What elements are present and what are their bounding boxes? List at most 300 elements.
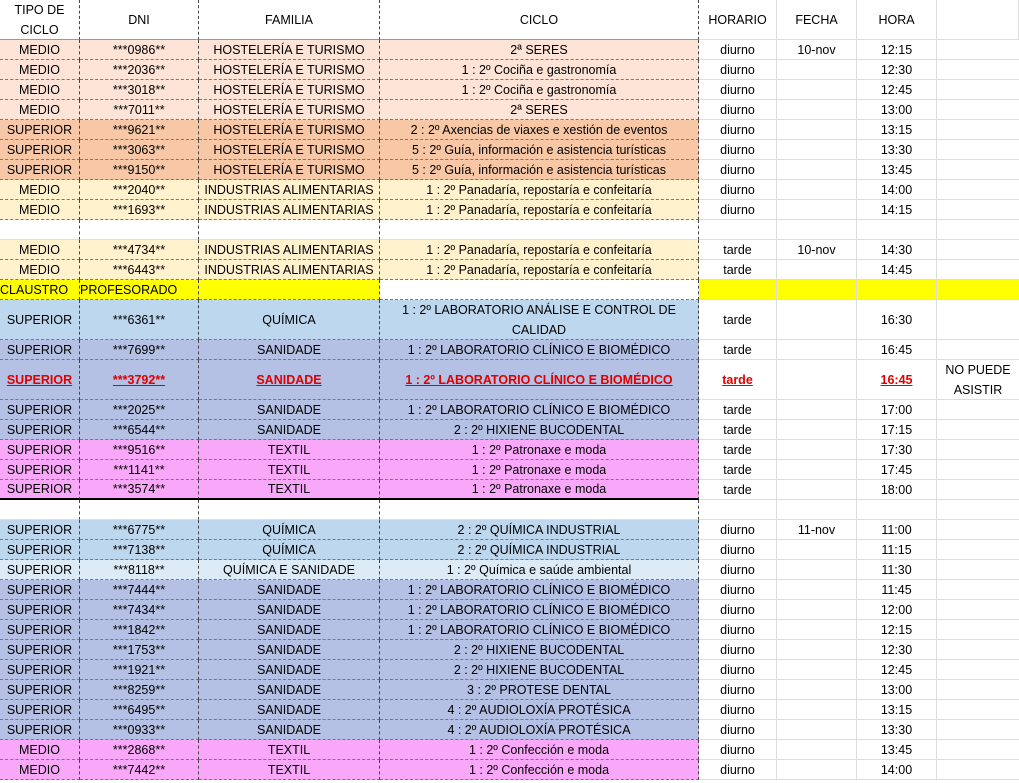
- cell-dni[interactable]: ***7434**: [80, 600, 199, 620]
- cell-tipo[interactable]: MEDIO: [0, 40, 80, 60]
- cell-familia[interactable]: TEXTIL: [199, 460, 380, 480]
- cell-ciclo[interactable]: 2 : 2º HIXIENE BUCODENTAL: [380, 660, 699, 680]
- cell-horario[interactable]: tarde: [699, 400, 777, 420]
- cell-ciclo[interactable]: 1 : 2º LABORATORIO CLÍNICO E BIOMÉDICO: [380, 400, 699, 420]
- cell-ciclo[interactable]: [380, 220, 699, 240]
- cell-ciclo[interactable]: 1 : 2º Panadaría, repostaría e confeitaría: [380, 260, 699, 280]
- cell-ciclo[interactable]: [380, 500, 699, 520]
- cell-dni[interactable]: ***2040**: [80, 180, 199, 200]
- cell-hora[interactable]: 12:45: [857, 80, 937, 100]
- cell-familia[interactable]: HOSTELERÍA E TURISMO: [199, 120, 380, 140]
- cell-tipo[interactable]: MEDIO: [0, 740, 80, 760]
- cell-horario[interactable]: tarde: [699, 420, 777, 440]
- cell-familia[interactable]: [199, 280, 380, 300]
- cell-fecha[interactable]: [777, 620, 857, 640]
- cell-hora[interactable]: 14:30: [857, 240, 937, 260]
- cell-hora[interactable]: 17:00: [857, 400, 937, 420]
- cell-horario[interactable]: diurno: [699, 760, 777, 780]
- cell-ciclo[interactable]: 1 : 2º Panadaría, repostaría e confeitaría: [380, 200, 699, 220]
- cell-dni[interactable]: ***7444**: [80, 580, 199, 600]
- cell-familia[interactable]: HOSTELERÍA E TURISMO: [199, 60, 380, 80]
- cell-horario[interactable]: tarde: [699, 260, 777, 280]
- cell-dni[interactable]: ***2036**: [80, 60, 199, 80]
- cell-note[interactable]: [937, 120, 1019, 140]
- cell-ciclo[interactable]: 1 : 2º LABORATORIO CLÍNICO E BIOMÉDICO: [380, 360, 699, 400]
- cell-ciclo[interactable]: 1 : 2º Confección e moda: [380, 740, 699, 760]
- cell-tipo[interactable]: SUPERIOR: [0, 720, 80, 740]
- cell-dni[interactable]: ***3063**: [80, 140, 199, 160]
- cell-horario[interactable]: diurno: [699, 700, 777, 720]
- table-row: [0, 440, 1019, 460]
- cell-note[interactable]: [937, 740, 1019, 760]
- cell-hora[interactable]: 14:00: [857, 180, 937, 200]
- cell-horario[interactable]: tarde: [699, 480, 777, 500]
- cell-note[interactable]: [937, 280, 1019, 300]
- cell-hora[interactable]: [857, 500, 937, 520]
- cell-fecha[interactable]: [777, 720, 857, 740]
- cell-note[interactable]: [937, 660, 1019, 680]
- cell-familia[interactable]: HOSTELERÍA E TURISMO: [199, 100, 380, 120]
- cell-hora[interactable]: 18:00: [857, 480, 937, 500]
- cell-familia[interactable]: QUÍMICA: [199, 300, 380, 340]
- cell-note[interactable]: [937, 340, 1019, 360]
- header-horario[interactable]: HORARIO: [699, 0, 777, 40]
- cell-horario[interactable]: diurno: [699, 160, 777, 180]
- cell-familia[interactable]: HOSTELERÍA E TURISMO: [199, 160, 380, 180]
- cell-tipo[interactable]: MEDIO: [0, 760, 80, 780]
- cell-ciclo[interactable]: 1 : 2º LABORATORIO ANÁLISE E CONTROL DE CALIDAD: [380, 300, 699, 340]
- cell-fecha[interactable]: [777, 280, 857, 300]
- cell-hora[interactable]: 12:30: [857, 640, 937, 660]
- cell-dni[interactable]: ***1693**: [80, 200, 199, 220]
- cell-horario[interactable]: diurno: [699, 740, 777, 760]
- cell-dni[interactable]: [80, 500, 199, 520]
- cell-tipo[interactable]: SUPERIOR: [0, 620, 80, 640]
- cell-tipo[interactable]: SUPERIOR: [0, 360, 80, 400]
- cell-hora[interactable]: 12:15: [857, 620, 937, 640]
- cell-tipo[interactable]: MEDIO: [0, 100, 80, 120]
- cell-dni[interactable]: ***8259**: [80, 680, 199, 700]
- cell-hora[interactable]: 11:30: [857, 560, 937, 580]
- cell-tipo[interactable]: SUPERIOR: [0, 660, 80, 680]
- cell-hora[interactable]: 17:15: [857, 420, 937, 440]
- cell-fecha[interactable]: 10-nov: [777, 240, 857, 260]
- cell-dni[interactable]: ***9516**: [80, 440, 199, 460]
- cell-dni[interactable]: ***8118**: [80, 560, 199, 580]
- cell-tipo[interactable]: MEDIO: [0, 80, 80, 100]
- cell-fecha[interactable]: [777, 100, 857, 120]
- cell-ciclo[interactable]: 1 : 2º LABORATORIO CLÍNICO E BIOMÉDICO: [380, 340, 699, 360]
- cell-note[interactable]: [937, 200, 1019, 220]
- cell-familia[interactable]: HOSTELERÍA E TURISMO: [199, 80, 380, 100]
- cell-tipo[interactable]: SUPERIOR: [0, 300, 80, 340]
- cell-dni[interactable]: ***1842**: [80, 620, 199, 640]
- cell-horario[interactable]: diurno: [699, 60, 777, 80]
- cell-dni[interactable]: ***2025**: [80, 400, 199, 420]
- cell-hora[interactable]: 13:45: [857, 740, 937, 760]
- cell-horario[interactable]: tarde: [699, 460, 777, 480]
- table-row: [0, 540, 1019, 560]
- cell-hora[interactable]: 12:30: [857, 60, 937, 80]
- cell-familia[interactable]: QUÍMICA E SANIDADE: [199, 560, 380, 580]
- table-row: [0, 340, 1019, 360]
- cell-fecha[interactable]: [777, 140, 857, 160]
- table-row: [0, 40, 1019, 60]
- cell-familia[interactable]: HOSTELERÍA E TURISMO: [199, 40, 380, 60]
- cell-horario[interactable]: diurno: [699, 680, 777, 700]
- cell-note[interactable]: [937, 60, 1019, 80]
- cell-ciclo[interactable]: 2ª SERES: [380, 40, 699, 60]
- cell-horario[interactable]: diurno: [699, 600, 777, 620]
- cell-dni[interactable]: ***6443**: [80, 260, 199, 280]
- cell-ciclo[interactable]: 5 : 2º Guía, información e asistencia turísticas: [380, 160, 699, 180]
- table-row: [0, 180, 1019, 200]
- cell-dni[interactable]: ***7138**: [80, 540, 199, 560]
- cell-horario[interactable]: tarde: [699, 340, 777, 360]
- cell-hora[interactable]: 16:45: [857, 340, 937, 360]
- cell-note[interactable]: [937, 460, 1019, 480]
- cell-note[interactable]: [937, 520, 1019, 540]
- cell-note[interactable]: [937, 420, 1019, 440]
- cell-horario[interactable]: diurno: [699, 620, 777, 640]
- cell-hora[interactable]: 11:00: [857, 520, 937, 540]
- cell-fecha[interactable]: [777, 120, 857, 140]
- cell-tipo[interactable]: SUPERIOR: [0, 600, 80, 620]
- cell-tipo[interactable]: SUPERIOR: [0, 520, 80, 540]
- cell-hora[interactable]: 12:00: [857, 600, 937, 620]
- cell-note[interactable]: [937, 560, 1019, 580]
- cell-fecha[interactable]: [777, 540, 857, 560]
- cell-note[interactable]: [937, 620, 1019, 640]
- cell-fecha[interactable]: [777, 560, 857, 580]
- cell-fecha[interactable]: [777, 260, 857, 280]
- table-row: [0, 740, 1019, 760]
- cell-dni[interactable]: ***7699**: [80, 340, 199, 360]
- cell-familia[interactable]: INDUSTRIAS ALIMENTARIAS: [199, 180, 380, 200]
- cell-hora[interactable]: 13:00: [857, 100, 937, 120]
- cell-ciclo[interactable]: 1 : 2º LABORATORIO CLÍNICO E BIOMÉDICO: [380, 580, 699, 600]
- cell-tipo[interactable]: MEDIO: [0, 200, 80, 220]
- cell-ciclo[interactable]: 1 : 2º LABORATORIO CLÍNICO E BIOMÉDICO: [380, 620, 699, 640]
- cell-horario[interactable]: [699, 280, 777, 300]
- cell-note[interactable]: [937, 500, 1019, 520]
- cell-tipo[interactable]: SUPERIOR: [0, 140, 80, 160]
- cell-familia[interactable]: TEXTIL: [199, 480, 380, 500]
- cell-ciclo[interactable]: 2 : 2º QUÍMICA INDUSTRIAL: [380, 540, 699, 560]
- cell-horario[interactable]: diurno: [699, 660, 777, 680]
- table-row: [0, 280, 1019, 300]
- cell-ciclo[interactable]: 1 : 2º Cociña e gastronomía: [380, 80, 699, 100]
- cell-note[interactable]: [937, 220, 1019, 240]
- cell-fecha[interactable]: [777, 460, 857, 480]
- cell-fecha[interactable]: [777, 220, 857, 240]
- cell-familia[interactable]: HOSTELERÍA E TURISMO: [199, 140, 380, 160]
- cell-hora[interactable]: [857, 280, 937, 300]
- cell-dni[interactable]: ***1141**: [80, 460, 199, 480]
- cell-fecha[interactable]: [777, 500, 857, 520]
- cell-tipo[interactable]: CLAUSTRO: [0, 280, 80, 300]
- cell-dni[interactable]: ***1753**: [80, 640, 199, 660]
- cell-note[interactable]: [937, 160, 1019, 180]
- cell-ciclo[interactable]: [380, 280, 699, 300]
- cell-dni[interactable]: ***6775**: [80, 520, 199, 540]
- cell-horario[interactable]: diurno: [699, 640, 777, 660]
- cell-horario[interactable]: diurno: [699, 540, 777, 560]
- table-row: [0, 160, 1019, 180]
- cell-fecha[interactable]: [777, 360, 857, 400]
- cell-tipo[interactable]: SUPERIOR: [0, 460, 80, 480]
- cell-ciclo[interactable]: 2 : 2º Axencias de viaxes e xestión de eventos: [380, 120, 699, 140]
- cell-hora[interactable]: 12:15: [857, 40, 937, 60]
- header-tipo[interactable]: TIPO DE CICLO: [0, 0, 80, 40]
- cell-horario[interactable]: diurno: [699, 560, 777, 580]
- cell-ciclo[interactable]: 5 : 2º Guía, información e asistencia turísticas: [380, 140, 699, 160]
- cell-hora[interactable]: 13:30: [857, 140, 937, 160]
- cell-horario[interactable]: tarde: [699, 440, 777, 460]
- cell-note[interactable]: [937, 600, 1019, 620]
- cell-hora[interactable]: 13:00: [857, 680, 937, 700]
- cell-familia[interactable]: INDUSTRIAS ALIMENTARIAS: [199, 200, 380, 220]
- cell-dni[interactable]: ***6361**: [80, 300, 199, 340]
- cell-fecha[interactable]: [777, 700, 857, 720]
- cell-fecha[interactable]: [777, 680, 857, 700]
- cell-horario[interactable]: [699, 500, 777, 520]
- cell-hora[interactable]: 11:15: [857, 540, 937, 560]
- cell-ciclo[interactable]: 1 : 2º Panadaría, repostaría e confeitaría: [380, 180, 699, 200]
- cell-tipo[interactable]: SUPERIOR: [0, 480, 80, 500]
- cell-familia[interactable]: TEXTIL: [199, 760, 380, 780]
- cell-fecha[interactable]: [777, 480, 857, 500]
- cell-hora[interactable]: [857, 220, 937, 240]
- cell-fecha[interactable]: [777, 200, 857, 220]
- cell-familia[interactable]: SANIDADE: [199, 360, 380, 400]
- cell-familia[interactable]: QUÍMICA: [199, 540, 380, 560]
- cell-fecha[interactable]: [777, 400, 857, 420]
- cell-note[interactable]: [937, 700, 1019, 720]
- cell-familia[interactable]: SANIDADE: [199, 700, 380, 720]
- cell-note[interactable]: [937, 540, 1019, 560]
- cell-note[interactable]: [937, 100, 1019, 120]
- cell-note[interactable]: [937, 260, 1019, 280]
- cell-fecha[interactable]: [777, 60, 857, 80]
- cell-horario[interactable]: diurno: [699, 120, 777, 140]
- cell-fecha[interactable]: 10-nov: [777, 40, 857, 60]
- cell-ciclo[interactable]: 2 : 2º HIXIENE BUCODENTAL: [380, 420, 699, 440]
- table-row: [0, 580, 1019, 600]
- cell-tipo[interactable]: SUPERIOR: [0, 420, 80, 440]
- cell-dni[interactable]: PROFESORADO: [80, 280, 199, 300]
- cell-hora[interactable]: 13:15: [857, 700, 937, 720]
- cell-fecha[interactable]: [777, 300, 857, 340]
- header-familia[interactable]: FAMILIA: [199, 0, 380, 40]
- cell-tipo[interactable]: SUPERIOR: [0, 680, 80, 700]
- cell-familia[interactable]: TEXTIL: [199, 440, 380, 460]
- cell-fecha[interactable]: [777, 440, 857, 460]
- cell-hora[interactable]: 17:30: [857, 440, 937, 460]
- cell-familia[interactable]: SANIDADE: [199, 720, 380, 740]
- cell-horario[interactable]: diurno: [699, 100, 777, 120]
- cell-ciclo[interactable]: 2ª SERES: [380, 100, 699, 120]
- cell-familia[interactable]: SANIDADE: [199, 580, 380, 600]
- cell-tipo[interactable]: MEDIO: [0, 240, 80, 260]
- cell-ciclo[interactable]: 1 : 2º Patronaxe e moda: [380, 440, 699, 460]
- cell-dni[interactable]: ***4734**: [80, 240, 199, 260]
- cell-note[interactable]: [937, 720, 1019, 740]
- cell-hora[interactable]: 14:00: [857, 760, 937, 780]
- cell-ciclo[interactable]: 1 : 2º Patronaxe e moda: [380, 460, 699, 480]
- header-fecha[interactable]: FECHA: [777, 0, 857, 40]
- cell-ciclo[interactable]: 2 : 2º HIXIENE BUCODENTAL: [380, 640, 699, 660]
- cell-horario[interactable]: tarde: [699, 300, 777, 340]
- cell-ciclo[interactable]: 2 : 2º QUÍMICA INDUSTRIAL: [380, 520, 699, 540]
- cell-dni[interactable]: ***6495**: [80, 700, 199, 720]
- cell-tipo[interactable]: SUPERIOR: [0, 160, 80, 180]
- cell-ciclo[interactable]: 3 : 2º PROTESE DENTAL: [380, 680, 699, 700]
- cell-ciclo[interactable]: 1 : 2º Panadaría, repostaría e confeitaría: [380, 240, 699, 260]
- cell-dni[interactable]: ***0933**: [80, 720, 199, 740]
- cell-note[interactable]: [937, 240, 1019, 260]
- cell-horario[interactable]: tarde: [699, 360, 777, 400]
- cell-dni[interactable]: ***3792**: [80, 360, 199, 400]
- cell-ciclo[interactable]: 1 : 2º Patronaxe e moda: [380, 480, 699, 500]
- header-ciclo[interactable]: CICLO: [380, 0, 699, 40]
- cell-familia[interactable]: SANIDADE: [199, 680, 380, 700]
- cell-tipo[interactable]: SUPERIOR: [0, 340, 80, 360]
- cell-note[interactable]: [937, 680, 1019, 700]
- cell-tipo[interactable]: [0, 500, 80, 520]
- cell-hora[interactable]: 12:45: [857, 660, 937, 680]
- cell-note[interactable]: [937, 140, 1019, 160]
- cell-familia[interactable]: INDUSTRIAS ALIMENTARIAS: [199, 260, 380, 280]
- table-row: [0, 660, 1019, 680]
- header-dni[interactable]: DNI: [80, 0, 199, 40]
- cell-familia[interactable]: [199, 500, 380, 520]
- cell-horario[interactable]: tarde: [699, 240, 777, 260]
- cell-hora[interactable]: 17:45: [857, 460, 937, 480]
- cell-horario[interactable]: diurno: [699, 140, 777, 160]
- cell-note[interactable]: [937, 300, 1019, 340]
- cell-tipo[interactable]: SUPERIOR: [0, 120, 80, 140]
- cell-tipo[interactable]: SUPERIOR: [0, 640, 80, 660]
- cell-hora[interactable]: 13:15: [857, 120, 937, 140]
- cell-hora[interactable]: 11:45: [857, 580, 937, 600]
- cell-fecha[interactable]: [777, 600, 857, 620]
- cell-tipo[interactable]: SUPERIOR: [0, 580, 80, 600]
- cell-hora[interactable]: 16:45: [857, 360, 937, 400]
- cell-note[interactable]: [937, 40, 1019, 60]
- cell-dni[interactable]: ***7011**: [80, 100, 199, 120]
- cell-dni[interactable]: [80, 220, 199, 240]
- cell-note[interactable]: [937, 760, 1019, 780]
- cell-tipo[interactable]: [0, 220, 80, 240]
- cell-familia[interactable]: SANIDADE: [199, 400, 380, 420]
- cell-note[interactable]: [937, 180, 1019, 200]
- cell-hora[interactable]: 13:30: [857, 720, 937, 740]
- cell-horario[interactable]: diurno: [699, 720, 777, 740]
- cell-dni[interactable]: ***9150**: [80, 160, 199, 180]
- cell-ciclo[interactable]: 1 : 2º Cociña e gastronomía: [380, 60, 699, 80]
- cell-tipo[interactable]: SUPERIOR: [0, 400, 80, 420]
- cell-tipo[interactable]: SUPERIOR: [0, 440, 80, 460]
- header-extra[interactable]: [937, 0, 1019, 40]
- cell-ciclo[interactable]: 4 : 2º AUDIOLOXÍA PROTÉSICA: [380, 720, 699, 740]
- cell-fecha[interactable]: [777, 740, 857, 760]
- cell-horario[interactable]: diurno: [699, 580, 777, 600]
- table-row: [0, 100, 1019, 120]
- cell-fecha[interactable]: [777, 80, 857, 100]
- cell-fecha[interactable]: [777, 160, 857, 180]
- cell-fecha[interactable]: [777, 580, 857, 600]
- cell-dni[interactable]: ***3574**: [80, 480, 199, 500]
- cell-hora[interactable]: 14:15: [857, 200, 937, 220]
- cell-horario[interactable]: diurno: [699, 180, 777, 200]
- cell-horario[interactable]: diurno: [699, 520, 777, 540]
- cell-horario[interactable]: diurno: [699, 80, 777, 100]
- cell-note[interactable]: [937, 80, 1019, 100]
- cell-familia[interactable]: TEXTIL: [199, 740, 380, 760]
- cell-dni[interactable]: ***0986**: [80, 40, 199, 60]
- cell-tipo[interactable]: SUPERIOR: [0, 560, 80, 580]
- cell-tipo[interactable]: MEDIO: [0, 260, 80, 280]
- cell-note[interactable]: [937, 480, 1019, 500]
- cell-dni[interactable]: ***2868**: [80, 740, 199, 760]
- cell-ciclo[interactable]: 4 : 2º AUDIOLOXÍA PROTÉSICA: [380, 700, 699, 720]
- cell-dni[interactable]: ***6544**: [80, 420, 199, 440]
- cell-familia[interactable]: SANIDADE: [199, 340, 380, 360]
- cell-horario[interactable]: diurno: [699, 200, 777, 220]
- cell-familia[interactable]: SANIDADE: [199, 660, 380, 680]
- cell-familia[interactable]: INDUSTRIAS ALIMENTARIAS: [199, 240, 380, 260]
- cell-ciclo[interactable]: 1 : 2º LABORATORIO CLÍNICO E BIOMÉDICO: [380, 600, 699, 620]
- cell-fecha[interactable]: 11-nov: [777, 520, 857, 540]
- cell-fecha[interactable]: [777, 760, 857, 780]
- cell-ciclo[interactable]: 1 : 2º Química e saúde ambiental: [380, 560, 699, 580]
- cell-familia[interactable]: QUÍMICA: [199, 520, 380, 540]
- cell-familia[interactable]: SANIDADE: [199, 640, 380, 660]
- cell-fecha[interactable]: [777, 180, 857, 200]
- cell-hora[interactable]: 13:45: [857, 160, 937, 180]
- table-row: [0, 420, 1019, 440]
- cell-dni[interactable]: ***7442**: [80, 760, 199, 780]
- cell-hora[interactable]: 16:30: [857, 300, 937, 340]
- cell-dni[interactable]: ***1921**: [80, 660, 199, 680]
- cell-fecha[interactable]: [777, 640, 857, 660]
- cell-familia[interactable]: SANIDADE: [199, 620, 380, 640]
- cell-dni[interactable]: ***9621**: [80, 120, 199, 140]
- cell-familia[interactable]: [199, 220, 380, 240]
- cell-tipo[interactable]: MEDIO: [0, 180, 80, 200]
- cell-horario[interactable]: diurno: [699, 40, 777, 60]
- cell-tipo[interactable]: MEDIO: [0, 60, 80, 80]
- cell-dni[interactable]: ***3018**: [80, 80, 199, 100]
- cell-horario[interactable]: [699, 220, 777, 240]
- cell-note[interactable]: [937, 640, 1019, 660]
- cell-note[interactable]: [937, 400, 1019, 420]
- cell-tipo[interactable]: SUPERIOR: [0, 700, 80, 720]
- header-hora[interactable]: HORA: [857, 0, 937, 40]
- cell-fecha[interactable]: [777, 420, 857, 440]
- cell-fecha[interactable]: [777, 340, 857, 360]
- cell-note[interactable]: NO PUEDE ASISTIR: [937, 360, 1019, 400]
- cell-note[interactable]: [937, 440, 1019, 460]
- cell-familia[interactable]: SANIDADE: [199, 600, 380, 620]
- cell-fecha[interactable]: [777, 660, 857, 680]
- cell-hora[interactable]: 14:45: [857, 260, 937, 280]
- cell-familia[interactable]: SANIDADE: [199, 420, 380, 440]
- cell-note[interactable]: [937, 580, 1019, 600]
- cell-tipo[interactable]: SUPERIOR: [0, 540, 80, 560]
- cell-ciclo[interactable]: 1 : 2º Confección e moda: [380, 760, 699, 780]
